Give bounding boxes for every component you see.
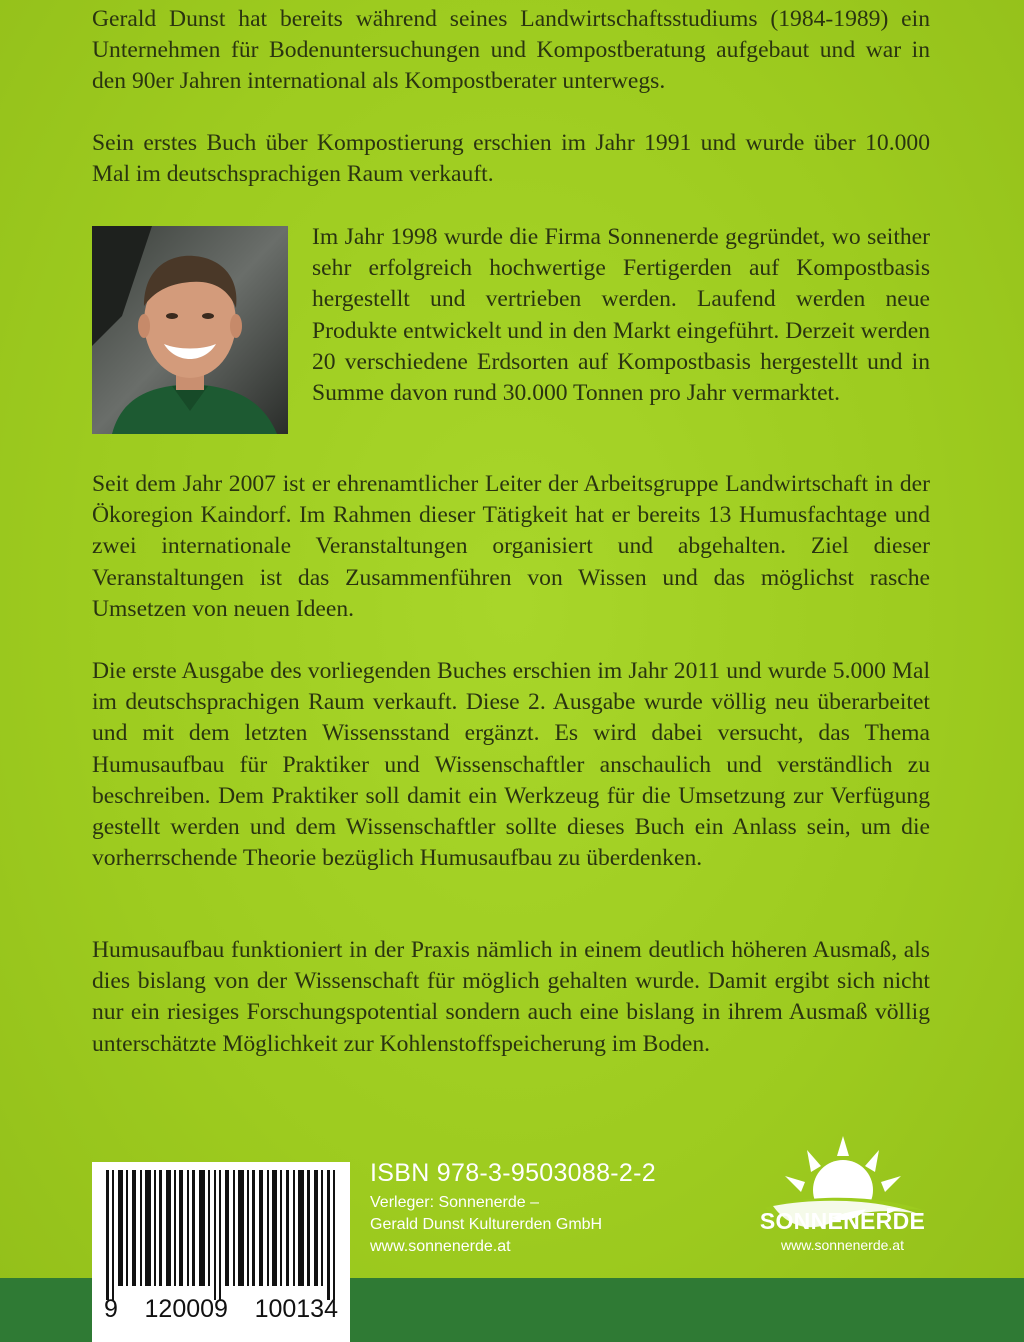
paragraph-intro: Gerald Dunst hat bereits während seines Landwirtschaftsstudiums (1984-1989) ein Unternehmen für Bodenuntersuchungen und Kompostberatung aufgebaut und war in den 90er Jahren international als Kompostberater unterwegs. (92, 6, 930, 95)
barcode-digits-left: 120009 (144, 1295, 228, 1323)
paragraph-humus: Humusaufbau funktioniert in der Praxis nämlich in einem deutlich höheren Ausmaß, als dies bislang von der Wissenschaft für möglich gehalten wurde. Damit ergibt sich nicht nur ein riesiges Forschungspotential sondern auch eine bislang in ihrem Ausmaß völlig unterschätzte Möglichkeit zur Kohlenstoffspeicherung im Boden. (92, 937, 930, 1057)
barcode-digit-lead: 9 (104, 1295, 118, 1323)
barcode-number (92, 1295, 350, 1324)
barcode (92, 1162, 350, 1342)
publisher-company: Gerald Dunst Kulturerden GmbH (370, 1216, 603, 1233)
paragraph-book-edition: Die erste Ausgabe des vorliegenden Buches erschien im Jahr 2011 und wurde 5.000 Mal im deutschsprachigen Raum verkauft. Diese 2. Ausgabe wurde völlig neu überarbeitet und mit dem letzten Wissensstand ergänzt. Es wird dabei versucht, das Thema Humusaufbau für Praktiker und Wissenschaftler anschaulich und verständlich zu beschreiben. Dem Praktiker soll damit ein Werkzeug für die Umsetzung zur Verfügung gestellt werden und dem Wissenschaftler sollte dieses Buch ein Anlass sein, um die vorherrschende Theorie bezüglich Humusaufbau zu überdenken. (92, 658, 930, 872)
logo-name: SONNENERDE (759, 1208, 926, 1234)
publisher-name: Verleger: Sonnenerde – (370, 1194, 540, 1211)
paragraph-kaindorf: Seit dem Jahr 2007 ist er ehrenamtlicher Leiter der Arbeitsgruppe Landwirtschaft in der Ökoregion Kaindorf. Im Rahmen dieser Tätigkeit hat er bereits 13 Humusfachtage und zwei internationale Veranstaltungen organisiert und abgehalten. Ziel dieser Veranstaltungen ist das Zusammenführen von Wissen und das möglichst rasche Umsetzen von neuen Ideen. (92, 471, 930, 622)
paragraph-company: Im Jahr 1998 wurde die Firma Sonnenerde gegründet, wo seither sehr erfolgreich hochwertige Fertigerden auf Kompostbasis hergestellt und vertrieben werden. Laufend werden neue Produkte entwickelt und in den Markt eingeführt. Derzeit werden 20 verschiedene Erdsorten auf Kompostbasis hergestellt und in Summe davon rund 30.000 Tonnen pro Jahr vermarktet. (312, 224, 930, 407)
author-photo (92, 226, 288, 434)
isbn: ISBN 978-3-9503088-2-2 (370, 1159, 656, 1187)
barcode-digits-right: 100134 (254, 1295, 338, 1323)
logo-url: www.sonnenerde.at (781, 1237, 904, 1253)
publisher-url: www.sonnenerde.at (370, 1238, 511, 1255)
publisher-info (370, 1158, 656, 1258)
paragraph-first-book: Sein erstes Buch über Kompostierung erschien im Jahr 1991 und wurde über 10.000 Mal im deutschsprachigen Raum verkauft. (92, 130, 930, 188)
